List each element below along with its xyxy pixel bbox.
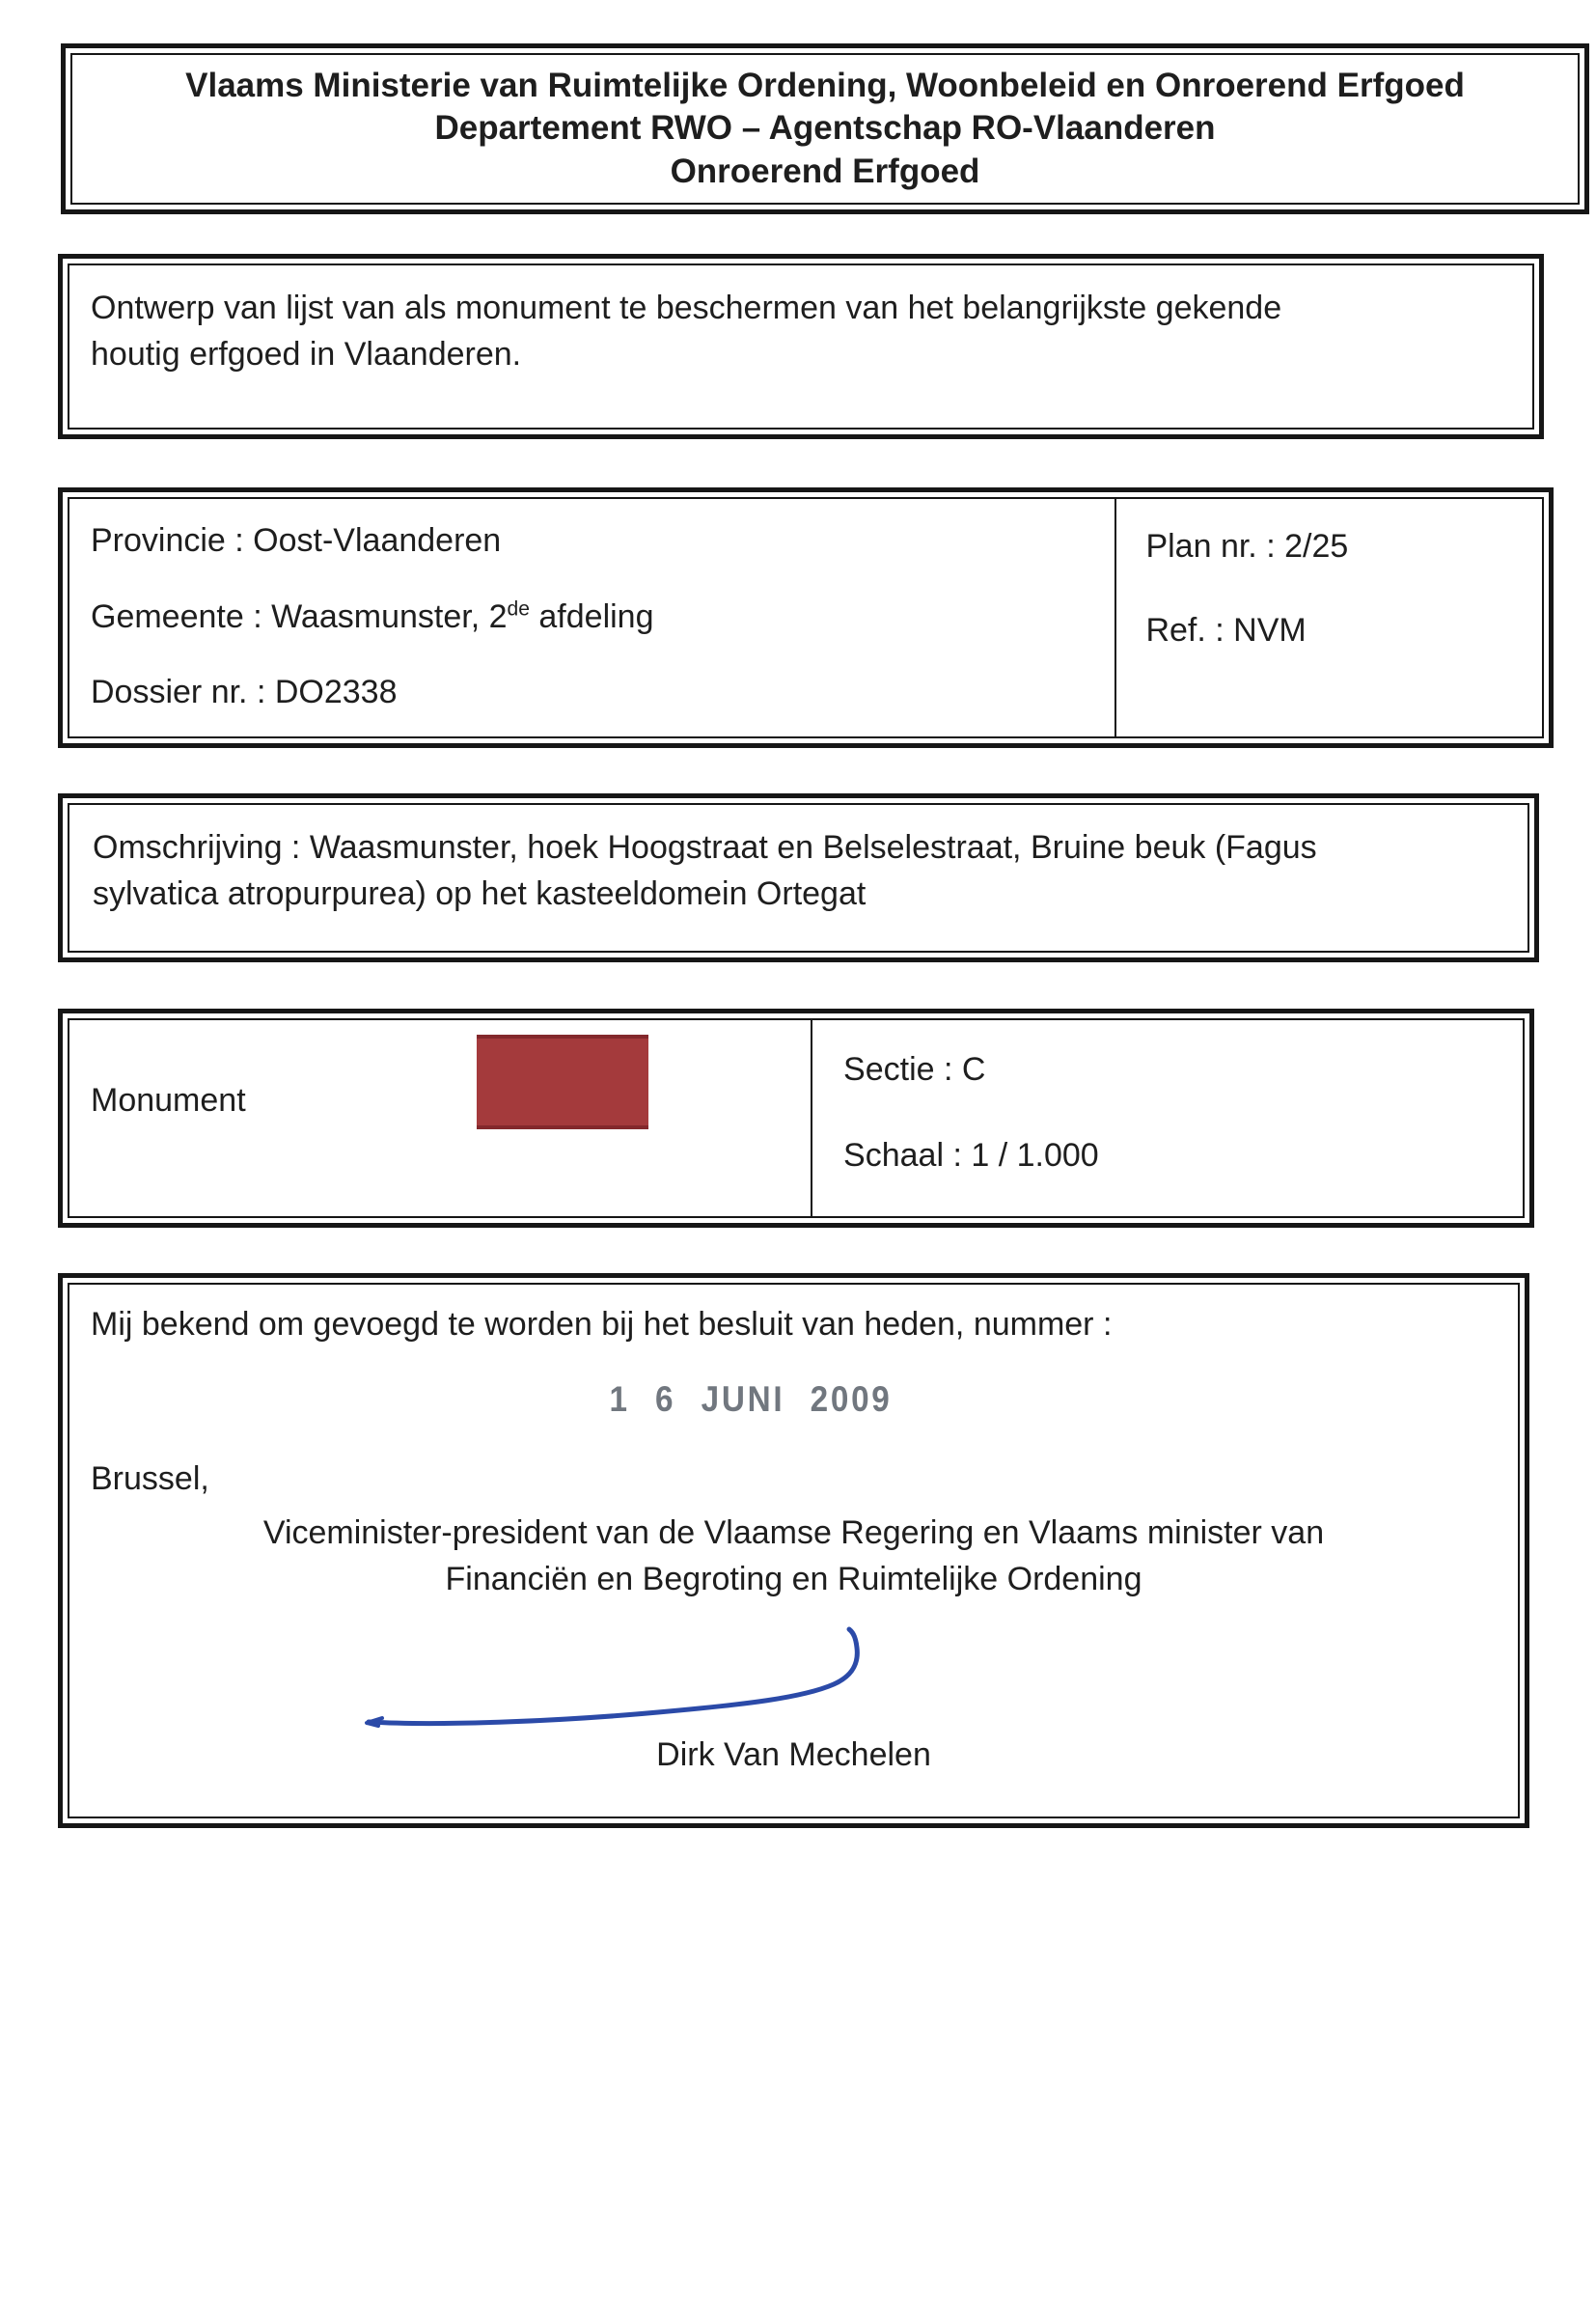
municipality-suffix: afdeling	[529, 597, 654, 635]
description-text-line2: sylvatica atropurpurea) op het kasteeldomein Ortegat	[93, 875, 867, 913]
signature-stroke	[369, 1629, 857, 1724]
details-right-column	[1114, 499, 1542, 736]
date-stamp: 1 6 JUNI 2009	[608, 1379, 893, 1419]
sectie-line: Sectie : C	[843, 1051, 986, 1088]
reference-line: Ref. : NVM	[1145, 612, 1307, 649]
schaal-line: Schaal : 1 / 1.000	[843, 1137, 1099, 1174]
legend-right-column	[811, 1020, 1523, 1216]
legend-left-column	[69, 1020, 811, 1216]
monument-label: Monument	[91, 1082, 246, 1119]
agency-line: Onroerend Erfgoed	[670, 152, 980, 190]
subject-box	[58, 254, 1544, 439]
minister-title-line1: Viceminister-president van de Vlaamse Regering en Vlaams minister van	[262, 1514, 1325, 1551]
municipality-line	[91, 598, 1114, 636]
subject-text-line2: houtig erfgoed in Vlaanderen.	[91, 336, 522, 374]
province-line: Provincie : Oost-Vlaanderen	[91, 522, 502, 559]
details-inner	[68, 497, 1544, 738]
city-line: Brussel,	[91, 1460, 209, 1497]
legend-inner	[68, 1018, 1525, 1218]
attestation-box	[58, 1273, 1529, 1828]
ministry-header-box	[61, 43, 1589, 214]
subject-text-line1: Ontwerp van lijst van als monument te beschermen van het belangrijkste gekende	[91, 290, 1282, 326]
description-box	[58, 793, 1539, 962]
municipality-ordinal: de	[507, 597, 530, 621]
legend-box	[58, 1009, 1534, 1228]
subject-inner	[68, 263, 1534, 430]
attestation-intro: Mij bekend om gevoegd te worden bij het besluit van heden, nummer :	[91, 1306, 1113, 1343]
monument-color-swatch	[477, 1035, 648, 1129]
ministry-header-inner	[70, 53, 1580, 205]
signatory-name: Dirk Van Mechelen	[656, 1736, 931, 1773]
description-inner	[68, 803, 1529, 953]
dossier-line: Dossier nr. : DO2338	[91, 674, 398, 710]
municipality-prefix: Gemeente : Waasmunster, 2	[91, 597, 508, 635]
signature-svg	[359, 1624, 880, 1735]
attestation-inner	[68, 1283, 1520, 1818]
scanned-document-page	[0, 43, 1596, 2302]
department-line: Departement RWO – Agentschap RO-Vlaanderen	[434, 109, 1216, 148]
minister-title-line2: Financiën en Begroting en Ruimtelijke Ordening	[445, 1561, 1142, 1597]
details-box	[58, 487, 1554, 748]
details-left-column	[69, 499, 1114, 736]
description-text-line1: Omschrijving : Waasmunster, hoek Hoogstraat en Belselestraat, Bruine beuk (Fagus	[93, 829, 1317, 866]
plan-number-line: Plan nr. : 2/25	[1145, 528, 1349, 565]
ministry-name-line: Vlaams Ministerie van Ruimtelijke Ordening, Woonbeleid en Onroerend Erfgoed	[185, 67, 1465, 105]
